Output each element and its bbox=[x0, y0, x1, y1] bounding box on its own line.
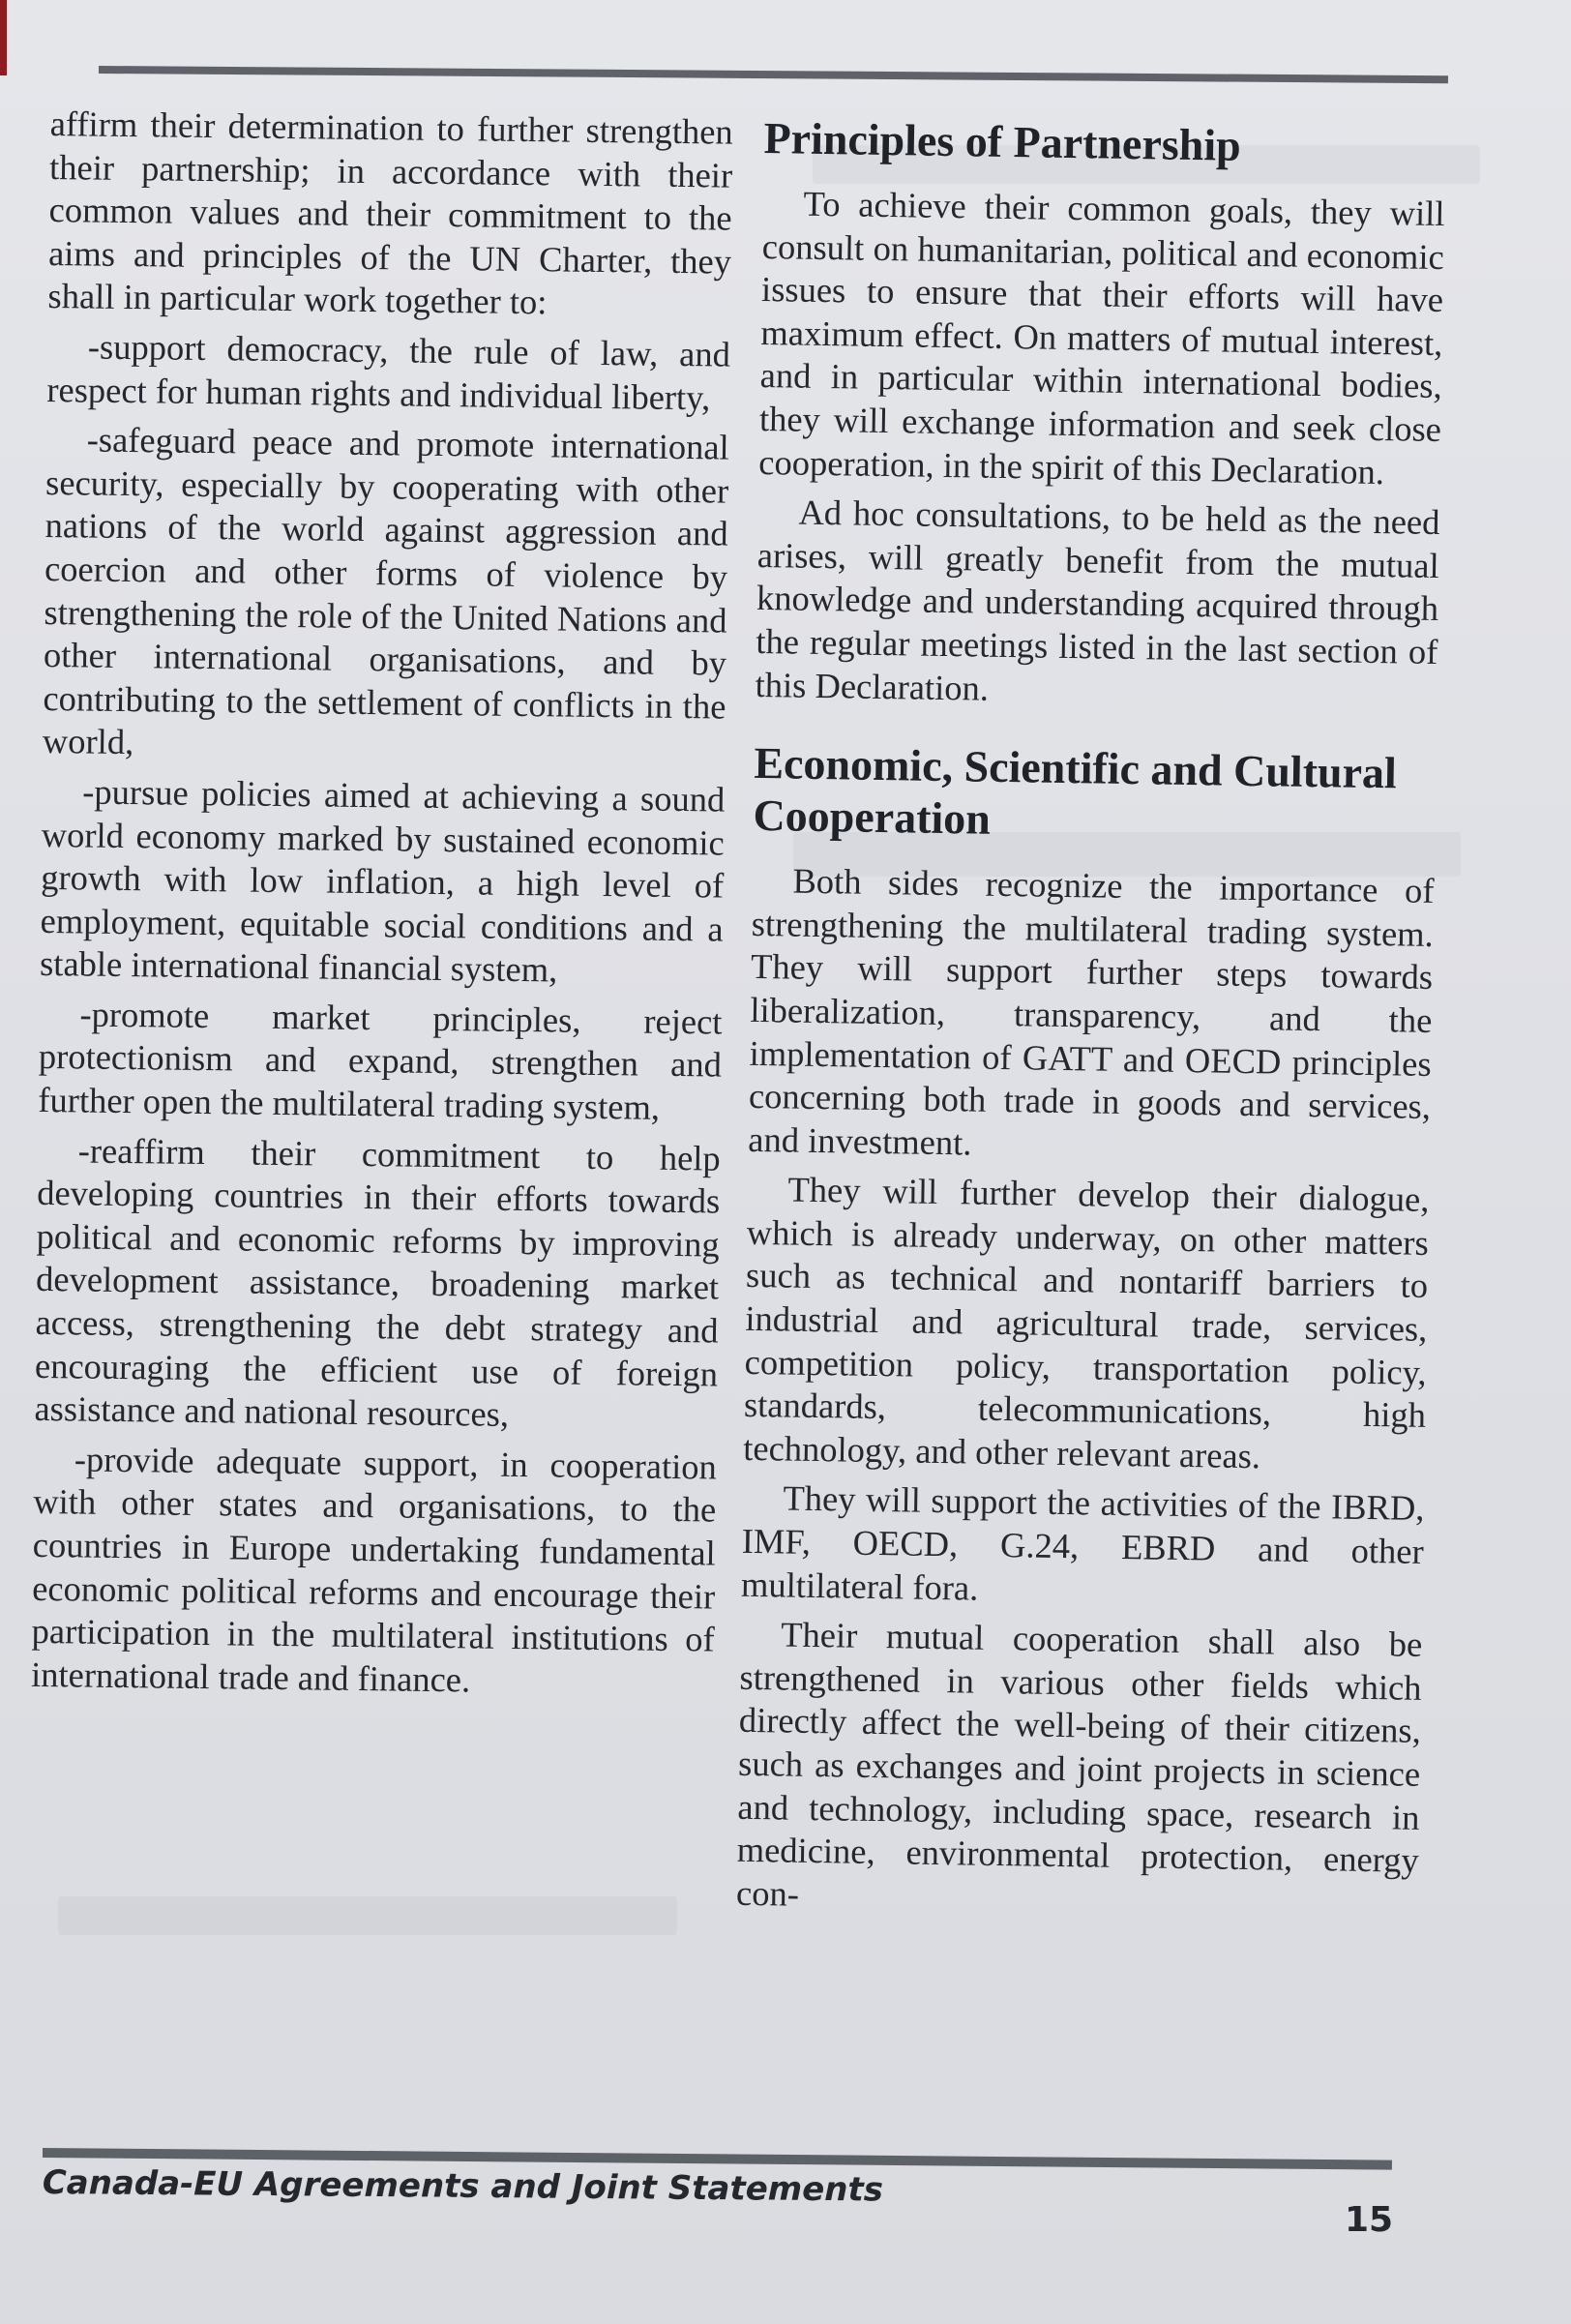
left-paragraph: -reaffirm their commitment to help developing countries in their efforts towards political and economic reforms by improving development assistance, broadening market access, strengthening the debt strategy and encouraging the efficient use of foreign assistance and national resources, bbox=[34, 1130, 721, 1435]
section-heading-cooperation: Economic, Scientific and Cultural Cooperation bbox=[753, 738, 1398, 844]
left-paragraph: -support democracy, the rule of law, and respect for human rights and individual liberty, bbox=[46, 326, 731, 417]
right-paragraph: To achieve their common goals, they will consult on humanitarian, political and economic issues to ensure that their efforts will have maximum effect. On matters of mutual interest, and in particular within international bodies, they will exchange information and seek close cooperation, in the spirit of this Declaration. bbox=[758, 183, 1445, 492]
right-paragraph: They will further develop their dialogue, which is already underway, on other matters such as technical and nontariff barriers to industrial and agricultural trade, services, competition policy, transportation policy, standards, telecommunications, high technology, and other relevant areas. bbox=[742, 1169, 1430, 1476]
left-paragraph: -provide adequate support, in cooperation with other states and organisations, to the countries in Europe undertaking fundamental economic political reforms and encourage their participation in the multilateral institutions of international trade and finance. bbox=[30, 1439, 718, 1700]
right-column bbox=[736, 112, 1446, 1932]
right-paragraph: Ad hoc consultations, to be held as the need arises, will greatly benefit from the mutual knowledge and understanding acquired through the regular meetings listed in the last section of this Declaration. bbox=[755, 492, 1440, 708]
left-paragraph: affirm their determination to further strengthen their partnership; in accordance with their common values and their commitment to the aims and principles of the UN Charter, they shall in particular work together to: bbox=[47, 103, 733, 322]
header-rule bbox=[99, 66, 1448, 83]
right-paragraph: They will support the activities of the IBRD, IMF, OECD, G.24, EBRD and other multilateral fora. bbox=[740, 1477, 1425, 1608]
left-paragraph: -pursue policies aimed at achieving a sound world economy marked by sustained economic growth with low inflation, a high level of employment, equitable social conditions and a stable international financial system, bbox=[39, 771, 726, 990]
show-through-shadow bbox=[58, 1896, 677, 1935]
page-number: 15 bbox=[1345, 2200, 1394, 2240]
right-paragraph: Their mutual cooperation shall also be strengthened in various other fields which directly affect the well-being of their citizens, such as exchanges and joint projects in science and technology, including space, research in medicine, environmental protection, energy con- bbox=[735, 1614, 1423, 1914]
footer-title: Canada-EU Agreements and Joint Statements bbox=[42, 2163, 884, 2210]
binding-edge-mark bbox=[0, 0, 7, 75]
right-paragraph: Both sides recognize the importance of strengthening the multilateral trading system. They will support further steps towards liberalization, transparency, and the implementation of GATT and OECD principles concerning both trade in goods and services, and investment. bbox=[748, 860, 1435, 1163]
left-paragraph: -safeguard peace and promote international security, especially by cooperating with other nations of the world against aggression and coercion and other forms of violence by strengthening the role of the United Nations and other international organisations, and by contributing to the settlement of conflicts in the world, bbox=[42, 419, 729, 762]
left-paragraph: -promote market principles, reject protectionism and expand, strengthen and further open the multilateral trading system, bbox=[38, 994, 723, 1127]
left-column bbox=[31, 103, 733, 1712]
section-heading-principles: Principles of Partnership bbox=[763, 112, 1242, 170]
